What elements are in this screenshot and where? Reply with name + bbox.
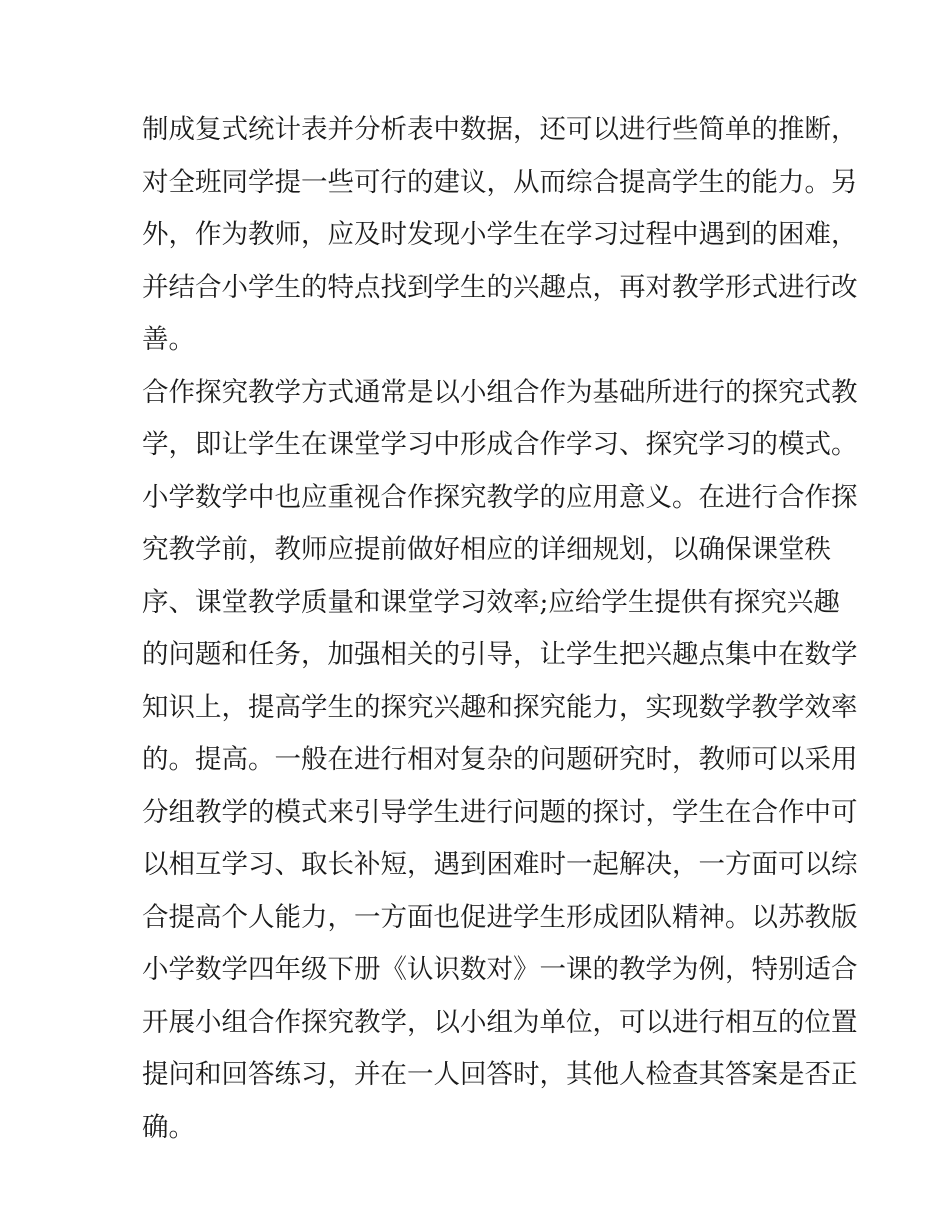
text-line: 善。 xyxy=(142,324,195,355)
text-line: 学，即让学生在课堂学习中形成合作学习、探究学习的模式。 xyxy=(142,429,858,460)
text-line: 小学数学中也应重视合作探究教学的应用意义。在进行合作探 xyxy=(142,481,858,513)
text-line: 究教学前，教师应提前做好相应的详细规划，以确保课堂秩 xyxy=(142,534,831,565)
body-text xyxy=(142,104,858,1154)
text-line: 的。提高。一般在进行相对复杂的问题研究时，教师可以采用 xyxy=(142,744,858,775)
text-line: 并结合小学生的特点找到学生的兴趣点，再对教学形式进行改 xyxy=(142,271,858,303)
text-line: 分组教学的模式来引导学生进行问题的探讨，学生在合作中可 xyxy=(142,796,858,828)
text-line: 提问和回答练习，并在一人回答时，其他人检查其答案是否正 xyxy=(142,1059,858,1090)
text-line: 以相互学习、取长补短，遇到困难时一起解决，一方面可以综 xyxy=(142,849,858,880)
text-line: 确。 xyxy=(142,1111,195,1143)
text-line: 合提高个人能力，一方面也促进学生形成团队精神。以苏教版 xyxy=(142,901,858,933)
text-line: 合作探究教学方式通常是以小组合作为基础所进行的探究式教 xyxy=(142,376,858,408)
text-line: 外，作为教师，应及时发现小学生在学习过程中遇到的困难， xyxy=(142,219,858,250)
text-line: 的问题和任务，加强相关的引导，让学生把兴趣点集中在数学 xyxy=(142,639,858,670)
text-line: 制成复式统计表并分析表中数据，还可以进行些简单的推断， xyxy=(142,114,858,145)
text-line: 序、课堂教学质量和课堂学习效率;应给学生提供有探究兴趣 xyxy=(142,586,840,618)
paragraph-2 xyxy=(142,367,858,1155)
paragraph-1 xyxy=(142,104,858,367)
text-line: 小学数学四年级下册《认识数对》一课的教学为例，特别适合 xyxy=(142,954,858,985)
text-line: 知识上，提高学生的探究兴趣和探究能力，实现数学教学效率 xyxy=(142,691,858,723)
text-line: 对全班同学提一些可行的建议，从而综合提高学生的能力。另 xyxy=(142,166,858,198)
text-line: 开展小组合作探究教学，以小组为单位，可以进行相互的位置 xyxy=(142,1006,858,1038)
